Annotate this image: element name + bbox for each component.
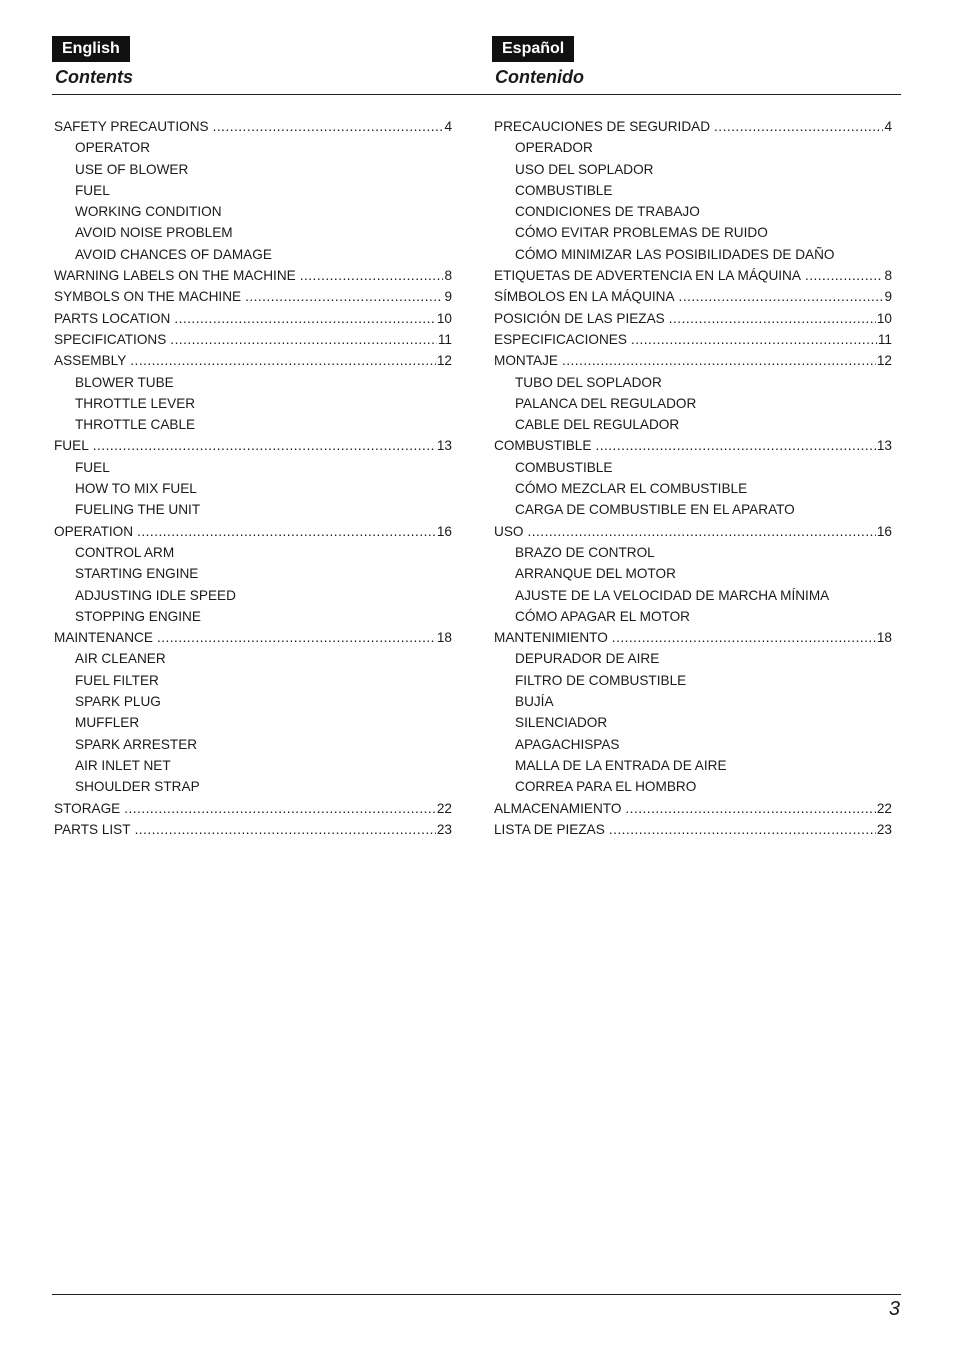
toc-dot-leader <box>714 116 883 137</box>
spanish-language-tag: Español <box>492 36 574 62</box>
toc-dot-leader <box>135 819 436 840</box>
toc-entry-label: OPERATOR <box>75 140 151 156</box>
toc-entry-label: SAFETY PRECAUTIONS <box>54 119 209 134</box>
toc-subsection-entry <box>54 585 452 606</box>
toc-subsection-entry <box>54 137 452 158</box>
toc-page-number: 23 <box>876 821 892 837</box>
toc-section-entry <box>54 308 452 329</box>
toc-section-entry <box>494 627 892 648</box>
toc-subsection-entry <box>54 201 452 222</box>
toc-entry-label: PRECAUCIONES DE SEGURIDAD <box>494 119 711 134</box>
toc-entry-label: CÓMO APAGAR EL MOTOR <box>515 608 690 624</box>
toc-entry-label: LISTA DE PIEZAS <box>494 821 605 837</box>
header-divider <box>52 94 901 95</box>
toc-subsection-entry <box>494 755 892 776</box>
toc-subsection-entry <box>494 159 892 180</box>
toc-entry-label: CABLE DEL REGULADOR <box>515 417 680 433</box>
toc-entry-label: SHOULDER STRAP <box>75 779 200 795</box>
footer-divider <box>52 1294 901 1295</box>
toc-section-entry <box>54 329 452 350</box>
toc-page-number: 22 <box>876 800 892 816</box>
toc-page-number: 4 <box>444 119 452 134</box>
toc-page-number: 16 <box>436 523 452 539</box>
toc-section-entry <box>54 798 452 819</box>
toc-page-number: 18 <box>436 630 452 646</box>
toc-subsection-entry <box>54 563 452 584</box>
toc-entry-label: ASSEMBLY <box>54 353 127 369</box>
toc-entry-label: SPARK PLUG <box>75 694 161 710</box>
toc-entry-label: SÍMBOLOS EN LA MÁQUINA <box>494 289 675 305</box>
toc-subsection-entry <box>54 691 452 712</box>
toc-entry-label: THROTTLE LEVER <box>75 395 196 411</box>
toc-section-entry <box>494 286 892 307</box>
toc-section-entry <box>494 350 892 371</box>
toc-entry-label: APAGACHISPAS <box>515 736 620 752</box>
toc-entry-label: CÓMO MEZCLAR EL COMBUSTIBLE <box>515 481 748 497</box>
toc-entry-label: USO DEL SOPLADOR <box>515 161 654 177</box>
toc-dot-leader <box>93 435 436 456</box>
toc-entry-label: USO <box>494 523 524 539</box>
toc-entry-label: FUELING THE UNIT <box>75 502 201 518</box>
toc-subsection-entry <box>54 180 452 201</box>
toc-entry-label: STOPPING ENGINE <box>75 608 201 624</box>
toc-entry-label: ARRANQUE DEL MOTOR <box>515 566 676 582</box>
toc-subsection-entry <box>54 393 452 414</box>
toc-subsection-entry <box>54 776 452 797</box>
toc-entry-label: STORAGE <box>54 800 121 816</box>
toc-entry-label: PALANCA DEL REGULADOR <box>515 395 697 411</box>
toc-entry-label: COMBUSTIBLE <box>515 459 613 475</box>
toc-entry-label: COMBUSTIBLE <box>494 438 592 454</box>
toc-entry-label: MANTENIMIENTO <box>494 630 608 646</box>
toc-dot-leader <box>124 798 436 819</box>
toc-section-entry <box>494 265 892 286</box>
toc-section-entry <box>494 116 892 137</box>
toc-subsection-entry <box>54 542 452 563</box>
toc-entry-label: AVOID NOISE PROBLEM <box>75 225 233 241</box>
toc-dot-leader <box>631 329 877 350</box>
toc-subsection-entry <box>54 414 452 435</box>
toc-subsection-entry <box>494 585 892 606</box>
english-table-of-contents <box>54 116 452 840</box>
toc-entry-label: FILTRO DE COMBUSTIBLE <box>515 672 687 688</box>
english-language-tag: English <box>52 36 130 62</box>
toc-section-entry <box>494 435 892 456</box>
toc-subsection-entry <box>494 414 892 435</box>
toc-entry-label: THROTTLE CABLE <box>75 417 196 433</box>
toc-entry-label: COMBUSTIBLE <box>515 182 613 198</box>
toc-entry-label: HOW TO MIX FUEL <box>75 481 197 497</box>
toc-subsection-entry <box>54 159 452 180</box>
toc-section-entry <box>54 116 452 137</box>
toc-dot-leader <box>625 798 875 819</box>
toc-dot-leader <box>595 435 875 456</box>
toc-subsection-entry <box>494 776 892 797</box>
toc-dot-leader <box>562 350 876 371</box>
toc-subsection-entry <box>494 691 892 712</box>
toc-entry-label: AJUSTE DE LA VELOCIDAD DE MARCHA MÍNIMA <box>515 587 830 603</box>
toc-subsection-entry <box>54 372 452 393</box>
toc-page-number: 11 <box>877 331 892 347</box>
toc-subsection-entry <box>494 648 892 669</box>
toc-page-number: 9 <box>884 289 892 305</box>
toc-page-number: 10 <box>436 310 452 326</box>
toc-entry-label: AIR INLET NET <box>75 757 171 773</box>
toc-subsection-entry <box>54 734 452 755</box>
toc-dot-leader <box>130 350 436 371</box>
toc-section-entry <box>54 819 452 840</box>
toc-section-entry <box>54 435 452 456</box>
toc-entry-label: CONTROL ARM <box>75 544 175 560</box>
toc-dot-leader <box>170 329 437 350</box>
toc-subsection-entry <box>494 670 892 691</box>
toc-subsection-entry <box>54 478 452 499</box>
toc-page-number: 13 <box>436 438 452 454</box>
toc-entry-label: CONDICIONES DE TRABAJO <box>515 204 700 220</box>
toc-entry-label: MONTAJE <box>494 353 558 369</box>
toc-entry-label: PARTS LIST <box>54 821 131 837</box>
toc-subsection-entry <box>494 563 892 584</box>
toc-entry-label: AVOID CHANCES OF DAMAGE <box>75 246 272 262</box>
toc-entry-label: FUEL <box>75 459 110 475</box>
toc-subsection-entry <box>494 372 892 393</box>
toc-entry-label: FUEL FILTER <box>75 672 159 688</box>
english-header <box>52 36 454 89</box>
toc-section-entry <box>494 521 892 542</box>
toc-page-number: 9 <box>444 289 452 305</box>
toc-entry-label: FUEL <box>54 438 89 454</box>
toc-subsection-entry <box>54 244 452 265</box>
toc-entry-label: POSICIÓN DE LAS PIEZAS <box>494 310 665 326</box>
spanish-table-of-contents <box>494 116 892 840</box>
toc-subsection-entry <box>494 712 892 733</box>
toc-entry-label: AIR CLEANER <box>75 651 166 667</box>
toc-subsection-entry <box>54 755 452 776</box>
toc-entry-label: TUBO DEL SOPLADOR <box>515 374 662 390</box>
toc-subsection-entry <box>54 222 452 243</box>
english-contents-heading: Contents <box>55 67 133 87</box>
toc-subsection-entry <box>494 393 892 414</box>
toc-entry-label: WORKING CONDITION <box>75 204 222 220</box>
toc-entry-label: ETIQUETAS DE ADVERTENCIA EN LA MÁQUINA <box>494 268 801 284</box>
toc-entry-label: OPERATION <box>54 523 134 539</box>
toc-entry-label: SYMBOLS ON THE MACHINE <box>54 289 242 305</box>
toc-entry-label: SILENCIADOR <box>515 715 608 731</box>
toc-subsection-entry <box>494 542 892 563</box>
toc-entry-label: MAINTENANCE <box>54 630 153 646</box>
toc-entry-label: CÓMO MINIMIZAR LAS POSIBILIDADES DE DAÑO <box>515 246 835 262</box>
toc-subsection-entry <box>494 201 892 222</box>
toc-subsection-entry <box>494 499 892 520</box>
toc-subsection-entry <box>494 457 892 478</box>
toc-section-entry <box>54 521 452 542</box>
toc-subsection-entry <box>54 606 452 627</box>
toc-section-entry <box>494 308 892 329</box>
toc-subsection-entry <box>494 244 892 265</box>
toc-dot-leader <box>612 627 876 648</box>
toc-subsection-entry <box>494 180 892 201</box>
toc-dot-leader <box>300 265 444 286</box>
spanish-contents-heading: Contenido <box>495 67 584 87</box>
toc-subsection-entry <box>54 499 452 520</box>
toc-entry-label: BRAZO DE CONTROL <box>515 544 655 560</box>
toc-subsection-entry <box>494 137 892 158</box>
toc-subsection-entry <box>54 648 452 669</box>
toc-section-entry <box>494 798 892 819</box>
toc-page-number: 13 <box>876 438 892 454</box>
toc-dot-leader <box>669 308 876 329</box>
toc-entry-label: MUFFLER <box>75 715 140 731</box>
toc-subsection-entry <box>54 712 452 733</box>
toc-subsection-entry <box>494 478 892 499</box>
toc-dot-leader <box>137 521 436 542</box>
toc-entry-label: CÓMO EVITAR PROBLEMAS DE RUIDO <box>515 225 768 241</box>
toc-page-number: 8 <box>444 268 452 284</box>
toc-page-number: 10 <box>876 310 892 326</box>
toc-page-number: 12 <box>876 353 892 369</box>
toc-dot-leader <box>805 265 883 286</box>
toc-entry-label: ALMACENAMIENTO <box>494 800 622 816</box>
toc-dot-leader <box>157 627 436 648</box>
toc-subsection-entry <box>494 734 892 755</box>
toc-section-entry <box>54 286 452 307</box>
toc-page-number: 11 <box>437 331 452 347</box>
toc-entry-label: USE OF BLOWER <box>75 161 189 177</box>
toc-section-entry <box>494 819 892 840</box>
page-number: 3 <box>888 1298 900 1320</box>
toc-page-number: 8 <box>884 268 892 284</box>
toc-subsection-entry <box>54 457 452 478</box>
toc-dot-leader <box>245 286 443 307</box>
toc-entry-label: WARNING LABELS ON THE MACHINE <box>54 268 296 284</box>
toc-page-number: 18 <box>876 630 892 646</box>
toc-entry-label: FUEL <box>75 182 110 198</box>
toc-section-entry <box>494 329 892 350</box>
toc-entry-label: BUJÍA <box>515 694 554 710</box>
toc-dot-leader <box>213 116 444 137</box>
toc-subsection-entry <box>54 670 452 691</box>
toc-entry-label: BLOWER TUBE <box>75 374 174 390</box>
toc-dot-leader <box>174 308 436 329</box>
toc-entry-label: MALLA DE LA ENTRADA DE AIRE <box>515 757 727 773</box>
toc-entry-label: OPERADOR <box>515 140 593 156</box>
toc-page-number: 23 <box>436 821 452 837</box>
toc-subsection-entry <box>494 222 892 243</box>
toc-entry-label: SPARK ARRESTER <box>75 736 198 752</box>
toc-page-number: 4 <box>884 119 892 134</box>
toc-entry-label: DEPURADOR DE AIRE <box>515 651 660 667</box>
toc-entry-label: ESPECIFICACIONES <box>494 331 627 347</box>
toc-entry-label: STARTING ENGINE <box>75 566 199 582</box>
toc-entry-label: PARTS LOCATION <box>54 310 171 326</box>
toc-dot-leader <box>679 286 884 307</box>
toc-dot-leader <box>527 521 875 542</box>
toc-entry-label: ADJUSTING IDLE SPEED <box>75 587 236 603</box>
toc-section-entry <box>54 350 452 371</box>
toc-page-number: 16 <box>876 523 892 539</box>
toc-page-number: 12 <box>436 353 452 369</box>
toc-entry-label: CORREA PARA EL HOMBRO <box>515 779 697 795</box>
toc-subsection-entry <box>494 606 892 627</box>
toc-section-entry <box>54 627 452 648</box>
toc-section-entry <box>54 265 452 286</box>
toc-page-number: 22 <box>436 800 452 816</box>
toc-entry-label: CARGA DE COMBUSTIBLE EN EL APARATO <box>515 502 795 518</box>
toc-entry-label: SPECIFICATIONS <box>54 331 167 347</box>
toc-dot-leader <box>609 819 876 840</box>
spanish-header <box>492 36 894 89</box>
